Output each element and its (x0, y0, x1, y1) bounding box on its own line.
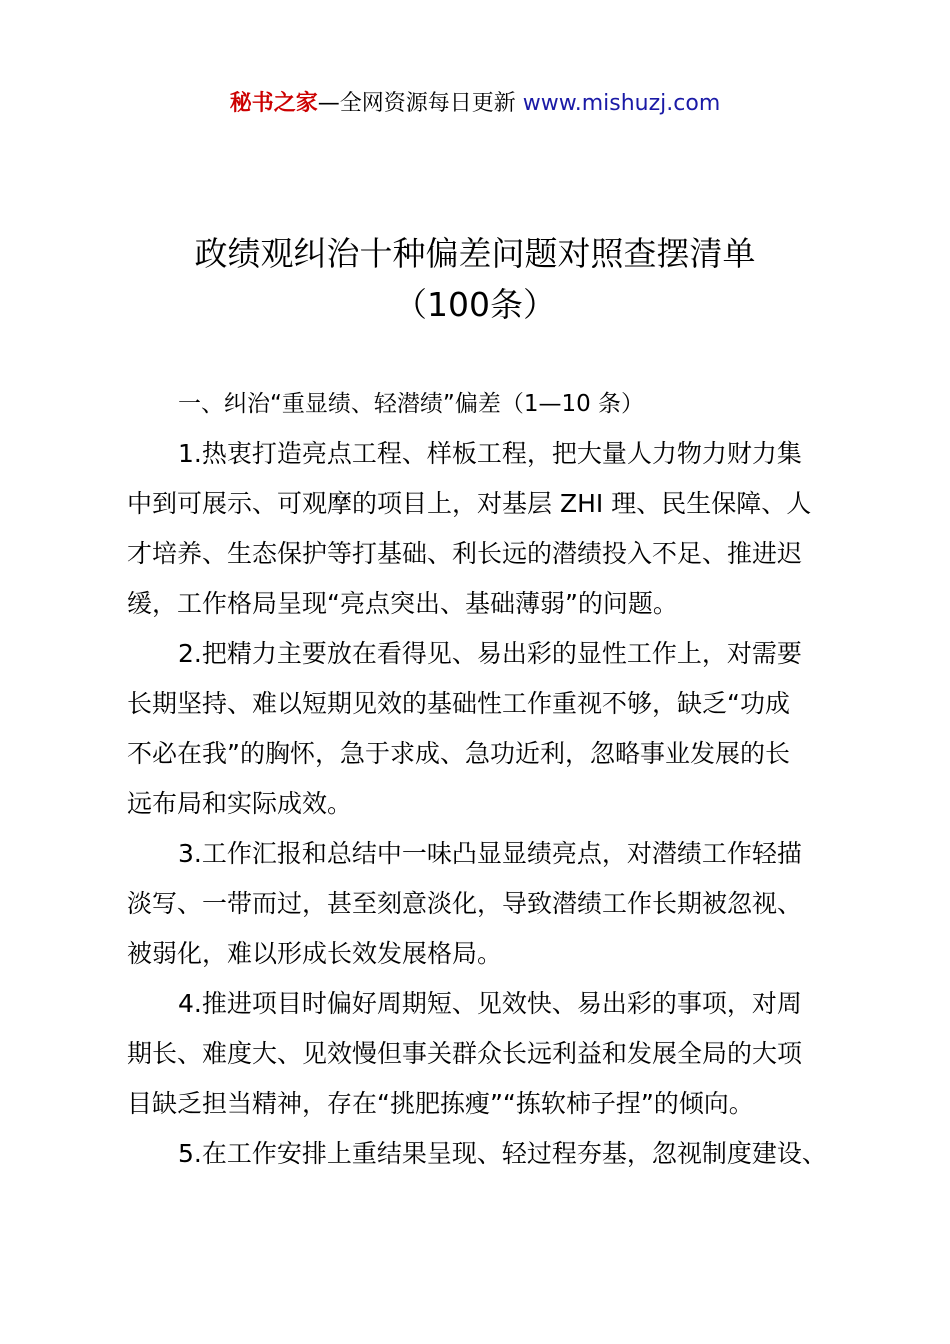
document-title-count: （100条） (394, 285, 556, 324)
item-2-line-2: 长期坚持、难以短期见效的基础性工作重视不够，缺乏“功成 (127, 689, 790, 718)
site-brand: 秘书之家 (229, 91, 318, 116)
document-title: 政绩观纠治十种偏差问题对照查摆清单 (194, 234, 756, 273)
item-4-line-2: 期长、难度大、见效慢但事关群众长远利益和发展全局的大项 (127, 1039, 803, 1068)
site-url-link[interactable]: www.mishuzj.com (522, 91, 721, 116)
item-1-line-3: 才培养、生态保护等打基础、利长远的潜绩投入不足、推进迟 (127, 539, 803, 568)
item-1-line-2: 中到可展示、可观摩的项目上，对基层 ZHI 理、民生保障、人 (127, 489, 812, 518)
item-1-line-1: 1.热衷打造亮点工程、样板工程，把大量人力物力财力集 (178, 439, 802, 468)
item-3-line-3: 被弱化，难以形成长效发展格局。 (127, 939, 503, 968)
item-2-line-3: 不必在我”的胸怀，急于求成、急功近利，忽略事业发展的长 (127, 739, 790, 768)
site-tagline: —全网资源每日更新 (317, 91, 523, 116)
item-2-line-1: 2.把精力主要放在看得见、易出彩的显性工作上，对需要 (178, 639, 802, 668)
item-3-line-2: 淡写、一带而过，甚至刻意淡化，导致潜绩工作长期被忽视、 (127, 889, 803, 918)
item-3-line-1: 3.工作汇报和总结中一味凸显显绩亮点，对潜绩工作轻描 (178, 839, 802, 868)
item-2-line-4: 远布局和实际成效。 (127, 789, 353, 818)
site-header (0, 88, 950, 120)
item-4-line-1: 4.推进项目时偏好周期短、见效快、易出彩的事项，对周 (178, 989, 802, 1018)
item-1-line-4: 缓，工作格局呈现“亮点突出、基础薄弱”的问题。 (127, 589, 678, 618)
item-4-line-3: 目缺乏担当精神，存在“挑肥拣瘦”“拣软柿子捏”的倾向。 (127, 1089, 754, 1118)
item-5-line-1: 5.在工作安排上重结果呈现、轻过程夯基，忽视制度建设、 (178, 1139, 827, 1168)
section-heading: 一、纠治“重显绩、轻潜绩”偏差（1—10 条） (178, 391, 645, 417)
